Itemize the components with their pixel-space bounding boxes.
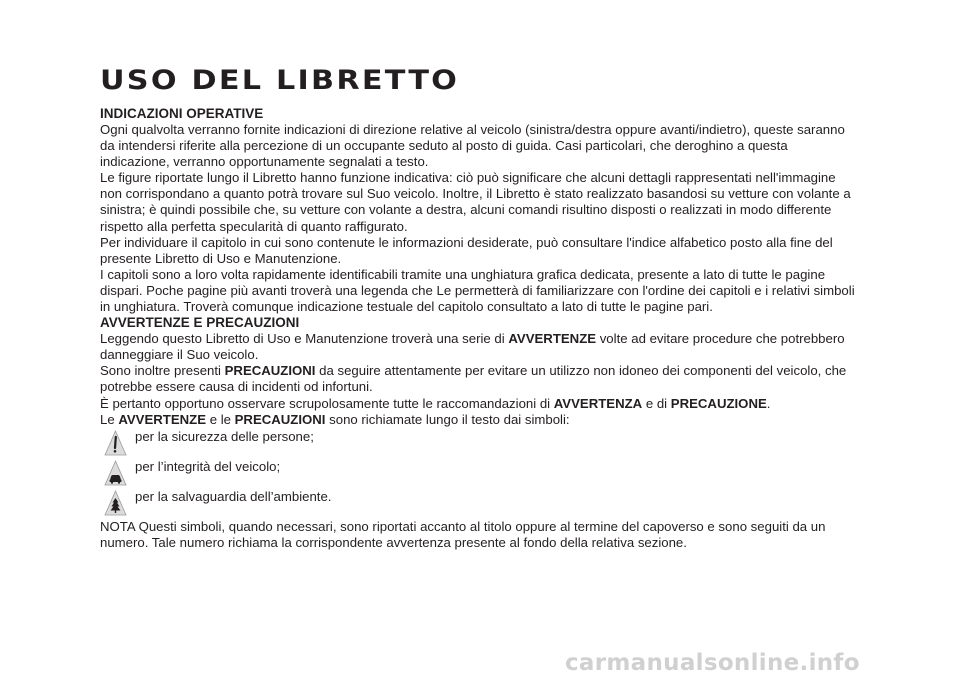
symbol-row-environment bbox=[100, 489, 860, 518]
manual-page bbox=[100, 66, 860, 551]
environment-warning-icon bbox=[104, 490, 127, 516]
term-avvertenze: AVVERTENZE bbox=[508, 331, 597, 347]
paragraph-chapters: I capitoli sono a loro volta rapidamente identificabili tramite una unghiatura grafica dedicata, presente a lato di tutte le pagine dispari. Poche pagine più avanti troverà una legenda che Le permetterà di familiarizzare con l'ordine dei capitoli e i relativi simboli in unghiatura. Troverà comunque indicazione testuale del capitolo consultato a lato di tutte le pagine pari. bbox=[100, 266, 855, 315]
paragraph-nota: NOTA Questi simboli, quando necessari, sono riportati accanto al titolo oppure al termine del capoverso e sono seguiti da un numero. Tale numero richiama la corrispondente avvertenza presente al fondo della relativa sezione. bbox=[100, 518, 826, 550]
paragraph-avvertenze: Leggendo questo Libretto di Uso e Manutenzione troverà una serie di AVVERTENZE volte ad evitare procedure che potrebbero danneggiare il Suo veicolo. bbox=[100, 331, 845, 363]
term-avvertenza: AVVERTENZA bbox=[553, 395, 643, 411]
term-precauzioni-2: PRECAUZIONI bbox=[234, 411, 326, 427]
term-precauzioni: PRECAUZIONI bbox=[224, 363, 316, 379]
paragraph-index: Per individuare il capitolo in cui sono contenute le informazioni desiderate, può consultare l'indice alfabetico posto alla fine del presente Libretto di Uso e Manutenzione. bbox=[100, 234, 833, 266]
section-heading-operative: INDICAZIONI OPERATIVE bbox=[100, 106, 264, 121]
symbol-label-environment: per la salvaguardia dell’ambiente. bbox=[135, 488, 332, 504]
term-precauzione: PRECAUZIONE bbox=[670, 395, 767, 411]
page-title: USO DEL LIBRETTO bbox=[100, 65, 460, 96]
section-heading-warnings: AVVERTENZE E PRECAUZIONI bbox=[100, 315, 300, 331]
paragraph-directions: Ogni qualvolta verranno fornite indicazioni di direzione relative al veicolo (sinistra/destra oppure avanti/indietro), queste saranno da intendersi riferite alla percezione di un occupante seduto al posto di guida. Casi particolari, che deroghino a questa indicazione, verranno opportunamente segnalati a testo. bbox=[100, 122, 845, 170]
watermark-text: carmanualsonline.info bbox=[565, 650, 860, 676]
symbol-label-vehicle: per l’integrità del veicolo; bbox=[135, 458, 281, 474]
person-warning-icon bbox=[104, 430, 127, 456]
section-indicazioni-operative bbox=[100, 106, 860, 315]
paragraph-figures: Le figure riportate lungo il Libretto hanno funzione indicativa: ciò può significare che alcuni dettagli rappresentati nell'immagine non corrispondano a quanto potrà trovare sul Suo veicolo. Inoltre, il Libretto è stato realizzato basandosi su vetture con volante a sinistra; è quindi possibile che, su vetture con volante a destra, alcuni comandi risultino disposti o realizzati in modo differente rispetto alla perfetta specularità di quanto raffigurato. bbox=[100, 170, 851, 234]
symbol-row-vehicle bbox=[100, 459, 860, 488]
symbol-row-person bbox=[100, 429, 860, 458]
vehicle-warning-icon bbox=[104, 460, 127, 486]
paragraph-precauzioni: Sono inoltre presenti PRECAUZIONI da seguire attentamente per evitare un utilizzo non idoneo dei componenti del veicolo, che potrebbe essere causa di incidenti od infortuni. bbox=[100, 363, 847, 395]
term-avvertenze-2: AVVERTENZE bbox=[118, 411, 207, 427]
paragraph-raccomandazioni: È pertanto opportuno osservare scrupolosamente tutte le raccomandazioni di AVVERTENZA e di PRECAUZIONE. bbox=[100, 395, 771, 411]
symbol-label-person: per la sicurezza delle persone; bbox=[135, 428, 314, 444]
section-avvertenze bbox=[100, 315, 860, 551]
paragraph-symbols-intro: Le AVVERTENZE e le PRECAUZIONI sono richiamate lungo il testo dai simboli: bbox=[100, 411, 570, 427]
